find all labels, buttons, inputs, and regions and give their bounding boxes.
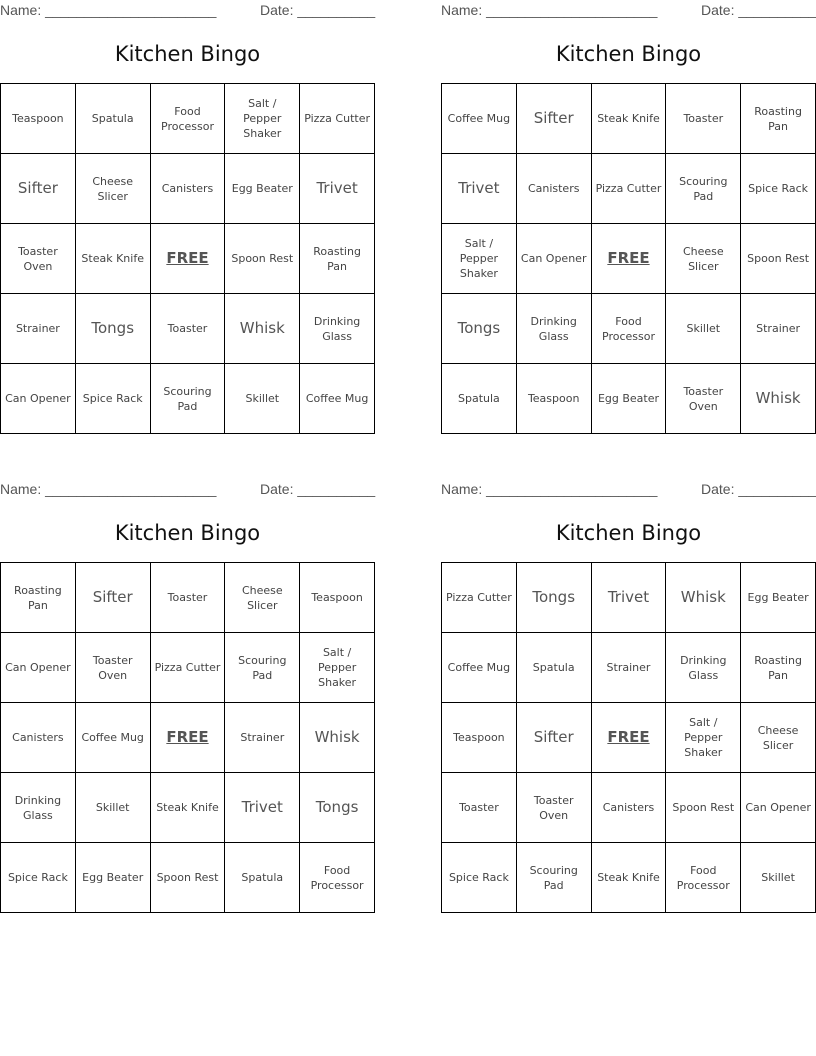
card-title: Kitchen Bingo: [114, 42, 261, 66]
date-field[interactable]: Date: __________: [260, 481, 376, 497]
bingo-cell[interactable]: Spoon Rest: [151, 843, 226, 913]
bingo-cell[interactable]: Coffee Mug: [442, 633, 517, 703]
bingo-cell[interactable]: Roasting Pan: [1, 563, 76, 633]
bingo-card-3: [0, 479, 375, 913]
bingo-cell[interactable]: Whisk: [300, 703, 375, 773]
bingo-cell[interactable]: Spoon Rest: [225, 224, 300, 294]
bingo-cell[interactable]: Spatula: [225, 843, 300, 913]
date-field[interactable]: Date: __________: [701, 2, 816, 18]
name-date-line: [441, 2, 816, 20]
bingo-cell[interactable]: Spice Rack: [76, 364, 151, 434]
bingo-cell[interactable]: Teaspoon: [300, 563, 375, 633]
name-field[interactable]: Name: ______________________: [0, 481, 217, 497]
name-field[interactable]: Name: ______________________: [441, 481, 658, 497]
bingo-cell[interactable]: Drinking Glass: [666, 633, 741, 703]
bingo-cell[interactable]: Scouring Pad: [225, 633, 300, 703]
bingo-grid: [0, 562, 375, 913]
bingo-cell[interactable]: Egg Beater: [741, 563, 816, 633]
bingo-cell[interactable]: Egg Beater: [225, 154, 300, 224]
bingo-cell[interactable]: Pizza Cutter: [151, 633, 226, 703]
bingo-cell[interactable]: Pizza Cutter: [300, 84, 375, 154]
bingo-cell[interactable]: Tongs: [300, 773, 375, 843]
bingo-cell[interactable]: Coffee Mug: [300, 364, 375, 434]
bingo-cell[interactable]: Salt / Pepper Shaker: [300, 633, 375, 703]
bingo-cell[interactable]: Strainer: [225, 703, 300, 773]
bingo-cell[interactable]: Cheese Slicer: [741, 703, 816, 773]
bingo-cell[interactable]: Whisk: [741, 364, 816, 434]
bingo-grid: [441, 83, 816, 434]
bingo-cell[interactable]: Egg Beater: [592, 364, 667, 434]
bingo-cell[interactable]: Strainer: [592, 633, 667, 703]
bingo-cell[interactable]: Toaster Oven: [1, 224, 76, 294]
bingo-cell[interactable]: Egg Beater: [76, 843, 151, 913]
bingo-cell[interactable]: Steak Knife: [76, 224, 151, 294]
bingo-cell[interactable]: Roasting Pan: [741, 84, 816, 154]
bingo-cell[interactable]: Canisters: [151, 154, 226, 224]
bingo-cell[interactable]: Scouring Pad: [151, 364, 226, 434]
bingo-grid: [0, 83, 375, 434]
bingo-cell[interactable]: Trivet: [442, 154, 517, 224]
bingo-cell[interactable]: Skillet: [666, 294, 741, 364]
bingo-cell[interactable]: Can Opener: [741, 773, 816, 843]
bingo-cell[interactable]: Tongs: [76, 294, 151, 364]
name-field[interactable]: Name: ______________________: [441, 2, 658, 18]
bingo-cell[interactable]: Sifter: [517, 703, 592, 773]
bingo-cell[interactable]: Cheese Slicer: [225, 563, 300, 633]
bingo-cell[interactable]: Drinking Glass: [517, 294, 592, 364]
bingo-cell[interactable]: Steak Knife: [592, 843, 667, 913]
bingo-cell[interactable]: Toaster Oven: [76, 633, 151, 703]
bingo-cell[interactable]: Trivet: [225, 773, 300, 843]
bingo-cell[interactable]: Teaspoon: [442, 703, 517, 773]
bingo-card-2: [441, 0, 816, 434]
bingo-cell[interactable]: Scouring Pad: [666, 154, 741, 224]
bingo-cell[interactable]: Canisters: [517, 154, 592, 224]
name-date-line: [0, 2, 375, 20]
bingo-cell[interactable]: Teaspoon: [1, 84, 76, 154]
bingo-cell[interactable]: Cheese Slicer: [666, 224, 741, 294]
bingo-cell[interactable]: Steak Knife: [151, 773, 226, 843]
bingo-cell[interactable]: Salt / Pepper Shaker: [225, 84, 300, 154]
bingo-cell[interactable]: Food Processor: [151, 84, 226, 154]
card-title: Kitchen Bingo: [555, 42, 702, 66]
bingo-cell[interactable]: Sifter: [76, 563, 151, 633]
bingo-cell[interactable]: Steak Knife: [592, 84, 667, 154]
bingo-cell[interactable]: Toaster: [151, 563, 226, 633]
free-space-cell[interactable]: FREE: [592, 224, 667, 294]
bingo-cell[interactable]: Trivet: [592, 563, 667, 633]
bingo-cell[interactable]: Roasting Pan: [300, 224, 375, 294]
bingo-cell[interactable]: Spice Rack: [442, 843, 517, 913]
bingo-cell[interactable]: Toaster: [151, 294, 226, 364]
bingo-cell[interactable]: Sifter: [517, 84, 592, 154]
bingo-cell[interactable]: Pizza Cutter: [592, 154, 667, 224]
bingo-cell[interactable]: Food Processor: [300, 843, 375, 913]
bingo-cell[interactable]: Skillet: [741, 843, 816, 913]
bingo-cell[interactable]: Drinking Glass: [300, 294, 375, 364]
bingo-cell[interactable]: Skillet: [76, 773, 151, 843]
bingo-cell[interactable]: Trivet: [300, 154, 375, 224]
bingo-cell[interactable]: Whisk: [666, 563, 741, 633]
bingo-cell[interactable]: Canisters: [1, 703, 76, 773]
bingo-cell[interactable]: Spatula: [517, 633, 592, 703]
bingo-cell[interactable]: Spoon Rest: [741, 224, 816, 294]
date-field[interactable]: Date: __________: [260, 2, 376, 18]
bingo-cell[interactable]: Drinking Glass: [1, 773, 76, 843]
bingo-cell[interactable]: Spoon Rest: [666, 773, 741, 843]
bingo-cell[interactable]: Coffee Mug: [76, 703, 151, 773]
bingo-cell[interactable]: Can Opener: [1, 364, 76, 434]
bingo-cell[interactable]: Sifter: [1, 154, 76, 224]
bingo-card-4: [441, 479, 816, 913]
bingo-cell[interactable]: Food Processor: [592, 294, 667, 364]
bingo-cell[interactable]: Roasting Pan: [741, 633, 816, 703]
bingo-cell[interactable]: Food Processor: [666, 843, 741, 913]
card-title: Kitchen Bingo: [114, 521, 261, 545]
free-space-cell[interactable]: FREE: [592, 703, 667, 773]
bingo-cell[interactable]: Canisters: [592, 773, 667, 843]
bingo-cell[interactable]: Coffee Mug: [442, 84, 517, 154]
bingo-cell[interactable]: Spice Rack: [741, 154, 816, 224]
bingo-cell[interactable]: Tongs: [442, 294, 517, 364]
bingo-cell[interactable]: Can Opener: [517, 224, 592, 294]
bingo-cell[interactable]: Whisk: [225, 294, 300, 364]
bingo-cell[interactable]: Scouring Pad: [517, 843, 592, 913]
free-space-cell[interactable]: FREE: [151, 703, 226, 773]
name-field[interactable]: Name: ______________________: [0, 2, 217, 18]
name-date-line: [441, 481, 816, 499]
bingo-cell[interactable]: Can Opener: [1, 633, 76, 703]
bingo-cell[interactable]: Toaster Oven: [666, 364, 741, 434]
bingo-cell[interactable]: Strainer: [741, 294, 816, 364]
bingo-cell[interactable]: Salt / Pepper Shaker: [666, 703, 741, 773]
bingo-cell[interactable]: Toaster: [666, 84, 741, 154]
bingo-cell[interactable]: Spatula: [76, 84, 151, 154]
bingo-cell[interactable]: Toaster Oven: [517, 773, 592, 843]
bingo-cell[interactable]: Skillet: [225, 364, 300, 434]
bingo-cell[interactable]: Salt / Pepper Shaker: [442, 224, 517, 294]
bingo-card-1: [0, 0, 375, 434]
bingo-cell[interactable]: Spice Rack: [1, 843, 76, 913]
bingo-cell[interactable]: Teaspoon: [517, 364, 592, 434]
name-date-line: [0, 481, 375, 499]
free-space-cell[interactable]: FREE: [151, 224, 226, 294]
bingo-cell[interactable]: Spatula: [442, 364, 517, 434]
bingo-cell[interactable]: Cheese Slicer: [76, 154, 151, 224]
bingo-cell[interactable]: Toaster: [442, 773, 517, 843]
date-field[interactable]: Date: __________: [701, 481, 816, 497]
bingo-grid: [441, 562, 816, 913]
card-title: Kitchen Bingo: [555, 521, 702, 545]
bingo-cell[interactable]: Strainer: [1, 294, 76, 364]
bingo-cell[interactable]: Tongs: [517, 563, 592, 633]
bingo-cell[interactable]: Pizza Cutter: [442, 563, 517, 633]
